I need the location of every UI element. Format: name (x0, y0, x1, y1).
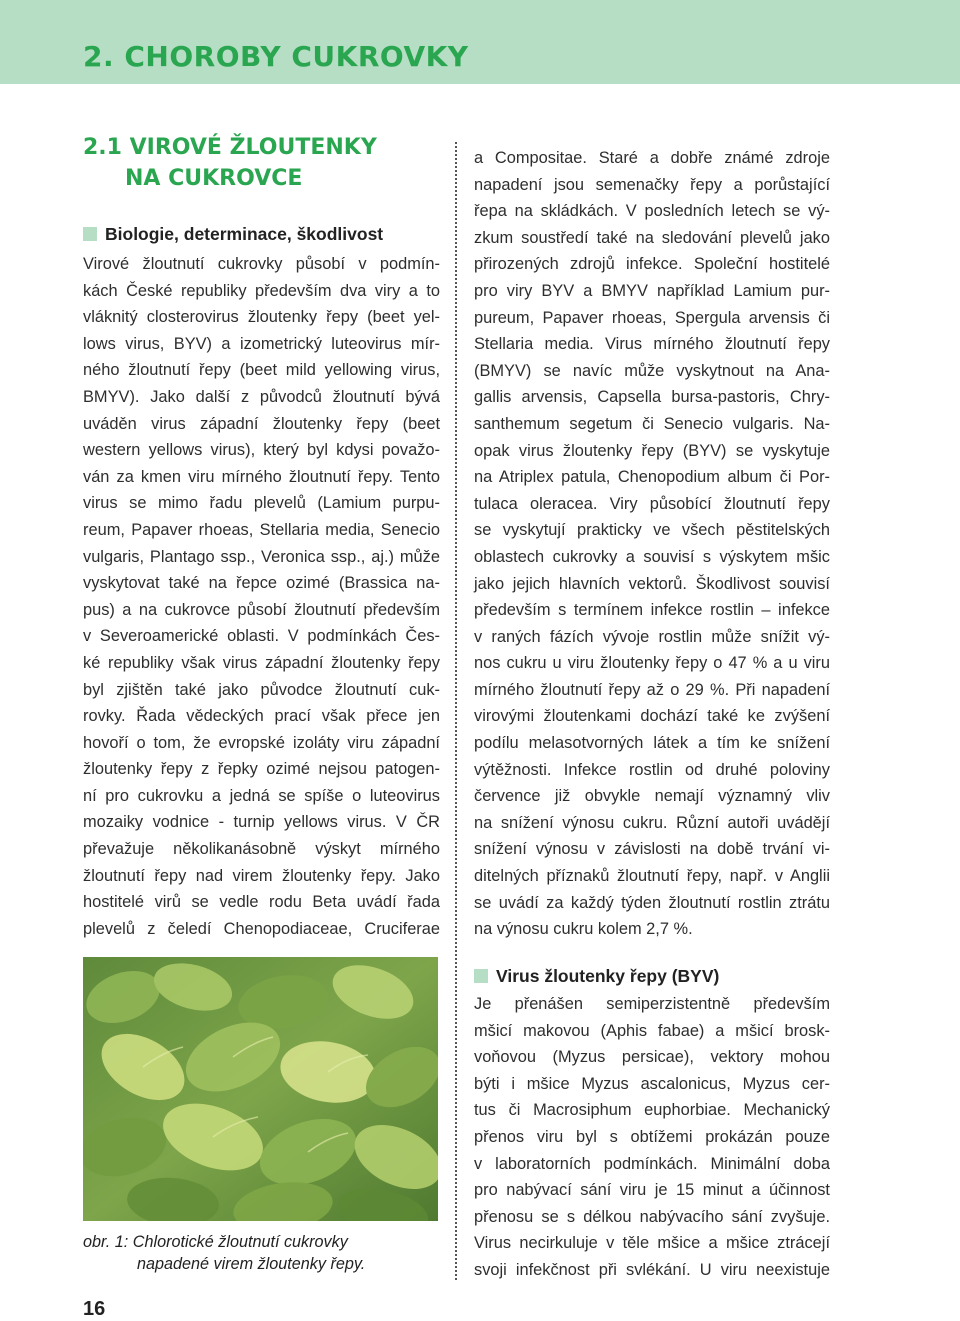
text-line: přenosu se s délkou nabývacího sání zvyšuje. (474, 1207, 830, 1226)
text-line: podílu melasotvorných látek a tím ke snížení (474, 734, 830, 753)
text-line: napadení jsou semenačky řepy a porůstající (474, 175, 830, 194)
text-line: reum, Papaver rhoeas, Stellaria media, Senecio (83, 520, 440, 539)
text-line: Je přenášen semiperzistentně především (474, 995, 830, 1013)
text-line: snížení výnosu v závislosti na době trvání vi- (474, 840, 830, 859)
text-line: ní pro cukrovku a jedná se spíše o luteovirus (83, 786, 440, 805)
text-line: rovky. Řada vědeckých prací však přece jen (83, 707, 440, 726)
byv-subheading-text: Virus žloutenky řepy (BYV) (496, 966, 720, 986)
figure-photo-sugar-beet (83, 957, 438, 1221)
text-line: BMYV). Jako další z původců žloutnutí bývá (83, 387, 440, 406)
bullet-square-icon (474, 969, 488, 983)
text-line: ditelných příznaků žloutnutí řepy, např. v Anglii (474, 867, 830, 886)
text-line: oblastech cukrovky a souvisí s výskytem mšic (474, 547, 830, 566)
text-line: hostitelé virů se vedle rodu Beta uvádí řada (83, 893, 440, 912)
text-line: převažuje několikanásobně výskyt mírného (83, 840, 440, 859)
text-line: gallis arvensis, Capsella bursa-pastoris, Chry- (474, 388, 830, 407)
text-line: pureum, Papaver rhoeas, Spergula arvensis či (474, 308, 830, 327)
text-line: plevelů z čeledí Chenopodiaceae, Cruciferae (83, 919, 440, 938)
text-line: vláknitý closterovirus žloutenky řepy (beet yel- (83, 308, 440, 327)
text-line: řepa na skládkách. V posledních letech se vý- (474, 202, 830, 221)
text-line: především s termínem infekce rostlin – infekce (474, 601, 830, 620)
text-line: svoji infekčnost při svlékání. U viru neexistuje (474, 1260, 830, 1279)
text-line: pus) a na cukrovce působí žloutnutí především (83, 600, 440, 619)
text-line: přirozených zdrojů infekce. Společní hostitelé (474, 255, 830, 274)
section-title (83, 132, 377, 194)
text-line: (BMYV) se navíc může vyskytnout na Ana- (474, 361, 830, 380)
left-subheading-text: Biologie, determinace, škodlivost (105, 224, 384, 244)
text-line: virus se mimo řadu plevelů (Lamium purpu- (83, 494, 440, 513)
text-line: byl zjištěn také jako původce žloutnutí cuk- (83, 680, 440, 699)
text-line: lows virus, BYV) a izometrický luteovirus mír- (83, 334, 440, 353)
text-line: na snížení výnosu cukru. Různí autoři uvádějí (474, 813, 830, 832)
text-line: zkum soustředí také na sledování plevelů jako (474, 228, 830, 247)
text-line: vulgaris, Plantago ssp., Veronica ssp., aj.) může (83, 547, 440, 566)
left-subheading (83, 224, 383, 245)
text-line: ké republiky však virus západní žloutenky řepy (83, 653, 440, 672)
text-line: pro nabývací sání viru je 15 minut a účinnost (474, 1181, 830, 1200)
byv-subheading (474, 966, 719, 987)
text-line: na Atriplex patula, Chenopodium album či Por- (474, 468, 830, 487)
text-line: na výnosu cukru kolem 2,7 %. (474, 920, 693, 939)
bullet-square-icon (83, 227, 97, 241)
text-line: v laboratorních podmínkách. Minimální doba (474, 1154, 830, 1173)
text-line: býti i mšice Myzus ascalonicus, Myzus cer- (474, 1074, 830, 1093)
text-line: výtěžnosti. Infekce rostlin od druhé poloviny (474, 760, 830, 779)
section-title-line-2: NA CUKROVCE (125, 166, 303, 191)
text-line: se vyskytují prakticky ve všech pěstitelských (474, 521, 830, 540)
text-line: nos cukru u viru žloutenky řepy o 47 % a u viru (474, 654, 830, 673)
text-line: jako jejich hlavních vektorů. Škodlivost souvisí (474, 574, 830, 593)
text-line: se uvádí za každý týden žloutnutí rostlin ztrátu (474, 893, 830, 912)
text-line: ného žloutnutí řepy (beet mild yellowing virus, (83, 361, 440, 380)
chapter-title: 2. CHOROBY CUKROVKY (83, 40, 469, 73)
section-title-line-1: 2.1 VIROVÉ ŽLOUTENKY (83, 135, 377, 160)
text-line: uváděn virus západní žloutenky řepy (beet (83, 414, 440, 433)
text-line: žloutnutí řepy nad virem žloutenky řepy. Jako (83, 866, 440, 885)
text-line: července již obvykle nemají významný vliv (474, 787, 830, 806)
text-line: v raných fázích vývoje rostlin může snížit vý- (474, 627, 830, 646)
left-column-text (83, 251, 440, 942)
right-column-text (474, 145, 830, 943)
text-line: mšicí makovou (Aphis fabae) a mšicí brosk- (474, 1021, 830, 1040)
right-column-text-2 (474, 991, 830, 1284)
text-line: mozaiky vodnice - turnip yellows virus. V ČR (83, 813, 440, 832)
text-line: voňovou (Myzus persicae), vektory mohou (474, 1048, 830, 1067)
text-line: kách České republiky především dva viry a to (83, 281, 440, 300)
text-line: virovými žloutenkami dochází také ke zvýšení (474, 707, 830, 726)
caption-line-1: obr. 1: Chlorotické žloutnutí cukrovky (83, 1233, 348, 1251)
text-line: mírného žloutnutí řepy až o 29 %. Při napadení (474, 680, 830, 699)
text-line: pro viry BYV a BMYV například Lamium pur- (474, 281, 830, 300)
text-line: Stellaria media. Virus mírného žloutnutí řepy (474, 335, 830, 354)
figure-caption (83, 1231, 365, 1275)
text-line: Virus necirkuluje v těle mšice a mšice ztrácejí (474, 1234, 830, 1253)
text-line: vyskytovat také na řepce ozimé (Brassica na- (83, 574, 440, 593)
text-line: ván za kmen viru mírného žloutnutí řepy. Tento (83, 467, 440, 486)
text-line: tus či Macrosiphum euphorbiae. Mechanický (474, 1101, 830, 1120)
text-line: přenos viru byl s obtížemi prokázán pouze (474, 1127, 830, 1146)
text-line: opak virus žloutenky řepy (BYV) se vyskytuje (474, 441, 830, 460)
text-line: Virové žloutnutí cukrovky působí v podmín- (83, 255, 440, 273)
text-line: hovoří o tom, že evropské izoláty viru západní (83, 733, 440, 752)
page-number: 16 (83, 1298, 106, 1320)
text-line: tulaca oleracea. Viry působící žloutnutí řepy (474, 494, 830, 513)
text-line: western yellows virus), který byl kdysi považo- (83, 441, 440, 460)
text-line: a Compositae. Staré a dobře známé zdroje (474, 149, 830, 167)
column-divider (455, 142, 457, 1280)
text-line: santhemum segetum či Senecio vulgaris. Na- (474, 414, 830, 433)
text-line: v Severoamerické oblasti. V podmínkách Čes- (83, 627, 440, 646)
text-line: žloutenky řepy z řepky ozimé nejsou patogen- (83, 760, 440, 779)
caption-line-2: napadené virem žloutenky řepy. (137, 1255, 366, 1273)
